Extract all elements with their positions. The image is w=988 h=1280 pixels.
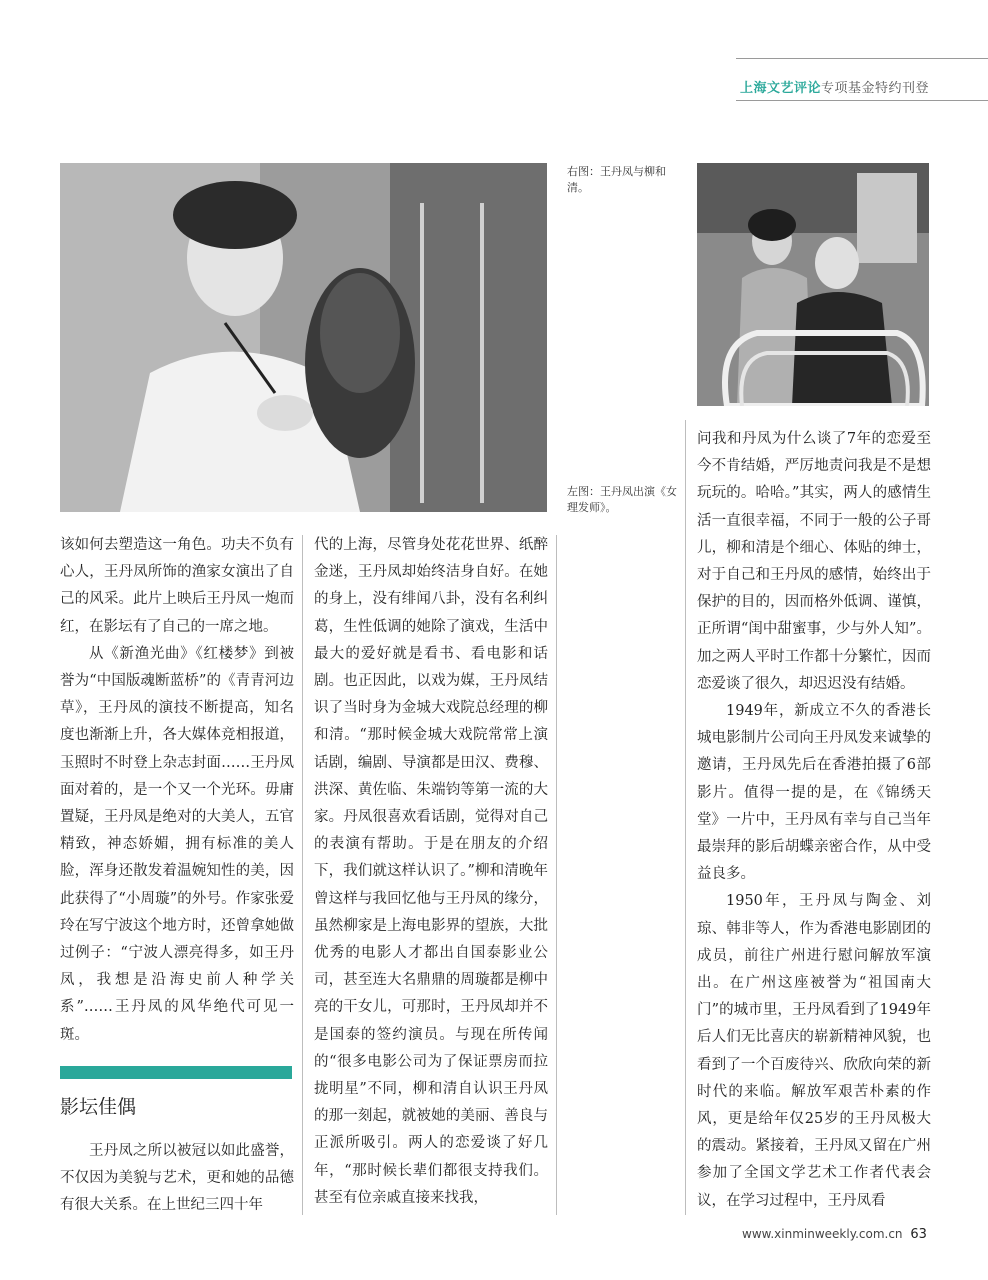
column-divider-3	[685, 420, 686, 1215]
paragraph: 该如何去塑造这一角色。功夫不负有心人，王丹凤所饰的渔家女演出了自己的风采。此片上映后王丹凤一炮而红，在影坛有了自己的一席之地。	[60, 537, 294, 635]
header-rule-bottom	[736, 100, 988, 101]
column-2	[314, 532, 548, 1212]
paragraph: 1949年，新成立不久的香港长城电影制片公司向王丹凤发来诚挚的邀请，王丹凤先后在香港拍摄了6部影片。值得一提的是，在《锦绣天堂》一片中，王丹凤有幸与自己当年最崇拜的影后胡蝶亲密合作，从中受益良多。	[697, 703, 931, 883]
section-accent-bar	[60, 1066, 292, 1079]
header-subtitle: 专项基金特约刊登	[821, 81, 930, 96]
header-brand: 上海文艺评论	[740, 81, 822, 96]
header-banner	[740, 77, 929, 96]
footer-url[interactable]: www.xinminweekly.com.cn	[742, 1227, 903, 1241]
photo-main-svg	[60, 163, 547, 512]
section-title: 影坛佳偶	[60, 1096, 137, 1118]
column-1	[60, 532, 294, 1049]
photo-woman-painting-icon	[60, 163, 547, 512]
paragraph: 从《新渔光曲》《红楼梦》到被誉为“中国版魂断蓝桥”的《青青河边草》，王丹凤的演技不断提高，知名度也渐渐上升，各大媒体竞相报道，玉照时不时登上杂志封面……王丹凤面对着的，是一个又一个光环。毋庸置疑，王丹凤是绝对的大美人，五官精致，神态娇媚，拥有标准的美人脸，浑身还散发着温婉知性的美，因此获得了“小周璇”的外号。作家张爱玲在写宁波这个地方时，还曾拿她做过例子：“宁波人漂亮得多，如王丹凤，我想是沿海史前人种学关系”……王丹凤的风华绝代可见一斑。	[60, 645, 294, 1043]
page-footer	[742, 1227, 927, 1242]
paragraph: 问我和丹凤为什么谈了7年的恋爱至今不肯结婚，严厉地责问我是不是想玩玩的。哈哈。”其实，两人的感情生活一直很幸福，不同于一般的公子哥儿，柳和清是个细心、体贴的绅士，对于自己和王丹凤的感情，始终出于保护的目的，因而格外低调、谨慎，正所谓“闺中甜蜜事，少与外人知”。加之两人平时工作都十分繁忙，因而恋爱谈了很久，却迟迟没有结婚。	[697, 431, 931, 692]
photo-side-svg	[697, 163, 929, 406]
paragraph: 代的上海，尽管身处花花世界、纸醉金迷，王丹凤却始终洁身自好。在她的身上，没有绯闻八卦，没有名利纠葛，生性低调的她除了演戏，生活中最大的爱好就是看书、看电影和话剧。也正因此，以戏为媒，王丹凤结识了当时身为金城大戏院总经理的柳和清。“那时候金城大戏院常常上演话剧，编剧、导演都是田汉、费穆、洪深、黄佐临、朱端钧等第一流的大家。丹凤很喜欢看话剧，觉得对自己的表演有帮助。于是在朋友的介绍下，我们就这样认识了。”柳和清晚年曾这样与我回忆他与王丹凤的缘分，虽然柳家是上海电影界的望族，大批优秀的电影人才都出自国泰影业公司，甚至连大名鼎鼎的周璇都是柳中亮的干女儿，可那时，王丹凤却并不是国泰的签约演员。与现在所传闻的“很多电影公司为了保证票房而拉拢明星”不同，柳和清自认识王丹凤的那一刻起，就被她的美丽、善良与正派所吸引。两人的恋爱谈了好几年，“那时候长辈们都很支持我们。甚至有位亲戚直接来找我，	[314, 537, 548, 1206]
column-3	[697, 426, 931, 1215]
paragraph: 1950年，王丹凤与陶金、刘琼、韩非等人，作为香港电影剧团的成员，前往广州进行慰问解放军演出。在广州这座被誉为“祖国南大门”的城市里，王丹凤看到了1949年后人们无比喜庆的崭新精神风貌，也看到了一个百废待兴、欣欣向荣的新时代的来临。解放军艰苦朴素的作风，更是给年仅25岁的王丹凤极大的震动。紧接着，王丹凤又留在广州参加了全国文学艺术工作者代表会议，在学习过程中，王丹凤看	[697, 893, 931, 1209]
column-1-lower	[60, 1138, 294, 1220]
header-rule-top	[736, 58, 988, 59]
caption-right-photo: 右图：王丹凤与柳和清。	[567, 165, 666, 194]
column-divider-1	[302, 535, 303, 1215]
column-divider-2	[556, 535, 557, 1215]
page-number: 63	[910, 1227, 927, 1242]
photo-couple-seated-icon	[697, 163, 929, 406]
paragraph: 王丹凤之所以被冠以如此盛誉，不仅因为美貌与艺术，更和她的品德有很大关系。在上世纪三四十年	[60, 1143, 294, 1214]
caption-left-photo: 左图：王丹凤出演《女理发师》。	[567, 485, 677, 514]
